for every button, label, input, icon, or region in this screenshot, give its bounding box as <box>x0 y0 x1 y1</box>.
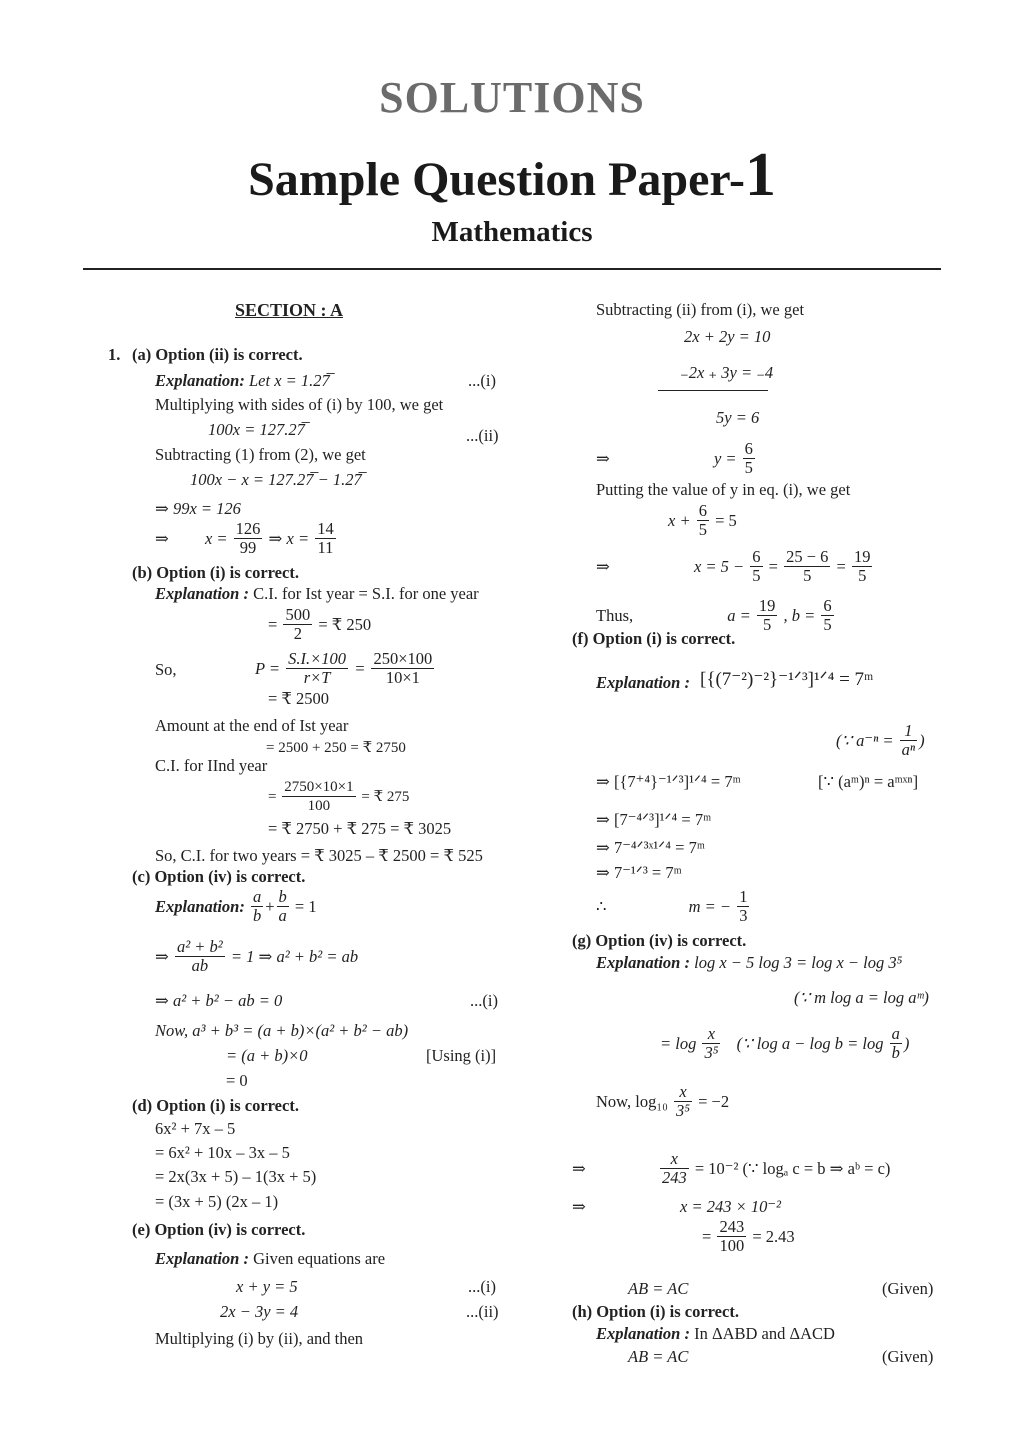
plus: + <box>265 896 275 916</box>
option-b-line9: = ₹ 2750 + ₹ 275 = ₹ 3025 <box>268 819 452 838</box>
denominator: 5 <box>698 520 707 539</box>
question-number: 1. <box>108 345 121 364</box>
option-e-line9 <box>596 440 757 477</box>
equals-log: = log <box>660 1033 697 1053</box>
implies-symbol: ⇒ <box>155 528 169 548</box>
option-g-line5 <box>572 1150 890 1187</box>
fraction <box>890 1025 902 1062</box>
denominator: 99 <box>239 538 257 557</box>
option-b-line7: C.I. for IInd year <box>155 756 268 775</box>
implies-symbol: ⇒ <box>596 448 610 468</box>
fraction <box>743 440 755 477</box>
numerator: 243 <box>719 1217 745 1236</box>
eq-ref: ...(i) <box>468 1277 496 1296</box>
fraction <box>315 520 336 557</box>
option-a-line5: 100x − x = 127.27̅ − 1.27̅ <box>190 470 362 489</box>
option-b-line10: So, C.I. for two years = ₹ 3025 – ₹ 2500 = ₹ 525 <box>155 846 483 865</box>
option-f-heading: (f) Option (i) is correct. <box>572 629 736 648</box>
option-h-heading: (h) Option (i) is correct. <box>572 1302 739 1321</box>
given-label: (Given) <box>882 1279 934 1298</box>
fraction <box>697 502 709 539</box>
numerator: x <box>674 1083 692 1102</box>
option-d-line1: 6x² + 7x – 5 <box>155 1119 236 1138</box>
denominator: 3⁵ <box>675 1101 690 1120</box>
option-b-line8 <box>268 778 409 815</box>
fraction <box>737 888 749 925</box>
numerator: 250×100 <box>373 649 433 668</box>
numerator: x <box>702 1025 720 1044</box>
numerator: 14 <box>317 519 334 538</box>
fraction <box>660 1150 689 1187</box>
equals: = <box>354 658 366 678</box>
a-equals: a = <box>727 605 751 625</box>
var-x: x = <box>204 528 228 548</box>
numerator: 126 <box>235 519 261 538</box>
numerator: 1 <box>900 722 917 741</box>
option-a-line1 <box>155 371 330 391</box>
result: = 10⁻² (∵ logₐ c = b ⇒ aᵇ = c) <box>694 1158 891 1178</box>
option-a-heading: (a) Option (ii) is correct. <box>132 345 303 364</box>
denominator: 5 <box>858 566 867 585</box>
subtraction-rule <box>658 390 768 391</box>
numerator: 6 <box>752 547 761 566</box>
fraction <box>371 650 434 687</box>
x-equals: x = 5 − <box>693 556 745 576</box>
fraction <box>251 888 263 925</box>
numerator: x <box>660 1150 689 1169</box>
implies-symbol: ⇒ <box>596 556 610 576</box>
close-paren: ) <box>903 1033 910 1053</box>
numerator: 500 <box>285 605 311 624</box>
fraction <box>277 888 289 925</box>
option-c-line5: = (a + b)×0 <box>226 1046 308 1065</box>
eq-ref: ...(i) <box>468 371 496 390</box>
option-d-heading: (d) Option (i) is correct. <box>132 1096 299 1115</box>
option-g-line6: x = 243 × 10⁻² <box>680 1197 781 1216</box>
option-e-line7: ₋2x ₊ 3y = ₋4 <box>680 363 774 382</box>
option-h-line2: AB = AC <box>628 1347 689 1366</box>
option-c-line2 <box>155 938 358 975</box>
option-g-line8: AB = AC <box>628 1279 689 1298</box>
option-c-line4: Now, a³ + b³ = (a + b)×(a² + b² − ab) <box>155 1021 409 1040</box>
option-e-text: Given equations are <box>253 1249 386 1268</box>
fraction <box>234 520 263 557</box>
option-g-line2: (∵ m log a = log aᵐ) <box>794 988 929 1007</box>
equation-2: 2x − 3y = 4 <box>220 1302 299 1321</box>
numerator: 25 − 6 <box>786 547 829 566</box>
equals: = <box>836 556 846 576</box>
subject-title: Mathematics <box>431 216 593 248</box>
option-g-line3 <box>660 1025 909 1062</box>
denominator: 5 <box>763 615 772 634</box>
close-paren: ) <box>919 730 925 750</box>
so-label: So, <box>155 660 177 679</box>
option-b-text: C.I. for Ist year = S.I. for one year <box>253 584 479 603</box>
section-a-heading: SECTION : A <box>235 300 344 320</box>
option-f-line6: ⇒ 7⁻¹ᐟ³ = 7ᵐ <box>596 863 682 882</box>
explanation-label: Explanation : <box>596 673 690 692</box>
result: = 5 <box>715 510 737 530</box>
fraction <box>282 778 355 815</box>
denominator: 5 <box>823 615 832 634</box>
option-f-line3: ⇒ [{7⁺⁴}⁻¹ᐟ³]¹ᐟ⁴ = 7ᵐ <box>596 772 741 791</box>
denominator: aⁿ <box>901 740 916 759</box>
numerator: b <box>278 887 287 906</box>
denominator: 11 <box>317 538 334 557</box>
p-equals: P = <box>255 658 281 678</box>
paper-number: 1 <box>744 141 776 209</box>
option-a-line3: 100x = 127.27̅ <box>208 420 305 439</box>
option-g-line4 <box>596 1083 729 1120</box>
option-c-line6: = 0 <box>226 1071 248 1090</box>
denominator: 3 <box>739 906 748 925</box>
equals: = <box>702 1226 712 1246</box>
fraction <box>852 548 873 585</box>
paper-title-text: Sample Question Paper- <box>248 153 745 206</box>
fraction <box>175 938 225 975</box>
fraction <box>757 597 778 634</box>
fraction <box>784 548 830 585</box>
result: = 2.43 <box>752 1226 795 1246</box>
option-h-line1 <box>596 1324 835 1344</box>
numerator: S.I.×100 <box>288 649 347 668</box>
option-f-line1: [{(7⁻²)⁻²}⁻¹ᐟ³]¹ᐟ⁴ = 7ᵐ <box>700 669 874 690</box>
option-e-line11 <box>668 502 737 539</box>
option-d-line3: = 2x(3x + 5) – 1(3x + 5) <box>155 1167 317 1186</box>
denominator: 5 <box>803 566 812 585</box>
option-d-line4: = (3x + 5) (2x – 1) <box>155 1192 279 1211</box>
option-b-heading: (b) Option (i) is correct. <box>132 563 299 582</box>
option-e-heading: (e) Option (iv) is correct. <box>132 1220 306 1239</box>
option-a-line6: ⇒ 99x = 126 <box>155 499 241 518</box>
fraction <box>702 1025 720 1062</box>
numerator: 2750×10×1 <box>284 779 354 795</box>
denominator: 5 <box>752 566 761 585</box>
eq-ref: ...(i) <box>470 991 498 1010</box>
fraction <box>286 650 348 687</box>
m-equals: m = − <box>688 896 732 916</box>
therefore-symbol: ∴ <box>596 896 607 916</box>
y-equals: y = <box>713 448 737 468</box>
denominator: b <box>252 906 262 925</box>
denominator: 5 <box>744 458 753 477</box>
option-f-line2 <box>836 722 925 759</box>
option-e-line8: 5y = 6 <box>716 408 760 427</box>
eq-ref: ...(ii) <box>466 1302 499 1321</box>
result: = −2 <box>698 1091 730 1111</box>
result: = 1 ⇒ a² + b² = ab <box>230 946 359 966</box>
numerator: 1 <box>739 887 748 906</box>
denominator: ab <box>191 956 209 975</box>
numerator: a <box>891 1024 900 1043</box>
option-d-line2: = 6x² + 10x – 3x – 5 <box>155 1143 290 1162</box>
implies-symbol: ⇒ <box>572 1158 586 1178</box>
result: = ₹ 275 <box>361 788 410 805</box>
because-text: (∵ log a − log b = log <box>736 1033 884 1053</box>
option-f-line5: ⇒ 7⁻⁴ᐟ³ˣ¹ᐟ⁴ = 7ᵐ <box>596 838 705 857</box>
numerator: 6 <box>744 439 753 458</box>
option-a-line2: Multiplying with sides of (i) by 100, we get <box>155 395 444 414</box>
numerator: 6 <box>823 596 832 615</box>
paper-title <box>0 140 1024 211</box>
option-a-let: Let x = 1.27̅ <box>248 371 330 390</box>
equation-1: x + y = 5 <box>236 1277 298 1296</box>
option-h-text: In ΔABD and ΔACD <box>694 1324 835 1343</box>
option-e-line10: Putting the value of y in eq. (i), we get <box>596 480 851 499</box>
option-g-line7 <box>702 1218 795 1255</box>
denominator: 3⁵ <box>704 1043 719 1062</box>
option-b-line2 <box>268 606 371 643</box>
option-g-heading: (g) Option (iv) is correct. <box>572 931 747 950</box>
solutions-heading: SOLUTIONS <box>379 73 645 122</box>
fraction <box>283 606 312 643</box>
denominator: 100 <box>719 1236 745 1255</box>
eq-ref: ...(ii) <box>466 426 499 445</box>
fraction <box>717 1218 746 1255</box>
fraction <box>674 1083 692 1120</box>
option-e-line5: Subtracting (ii) from (i), we get <box>596 300 805 319</box>
explanation-label: Explanation : <box>596 953 690 972</box>
denominator: 10×1 <box>385 668 420 687</box>
equals: = <box>768 556 778 576</box>
option-a-line7 <box>155 520 338 557</box>
fraction <box>900 722 917 759</box>
option-f-line7 <box>596 888 751 925</box>
option-e-line4: Multiplying (i) by (ii), and then <box>155 1329 364 1348</box>
numerator: a² + b² <box>176 937 223 956</box>
numerator: a <box>252 887 262 906</box>
option-b-line6: = 2500 + 250 = ₹ 2750 <box>266 740 406 756</box>
result: = 1 <box>294 896 317 916</box>
because-text: (∵ a⁻ⁿ = <box>836 730 894 750</box>
option-b-line5: Amount at the end of Ist year <box>155 716 349 735</box>
option-g-line1 <box>596 953 902 973</box>
denominator: 243 <box>661 1168 687 1187</box>
explanation-label: Explanation : <box>596 1324 690 1343</box>
numerator: 6 <box>698 501 707 520</box>
result: = ₹ 250 <box>318 614 372 634</box>
option-g-expr: log x − 5 log 3 = log x − log 3⁵ <box>694 953 903 972</box>
using-ref: [Using (i)] <box>426 1046 497 1065</box>
option-f-line4: ⇒ [7⁻⁴ᐟ³]¹ᐟ⁴ = 7ᵐ <box>596 810 712 829</box>
title-divider <box>83 268 941 270</box>
given-label: (Given) <box>882 1347 934 1366</box>
explanation-label: Explanation: <box>155 896 245 916</box>
denominator: 100 <box>307 798 331 814</box>
denominator: 2 <box>293 624 302 643</box>
option-e-line1 <box>155 1249 385 1269</box>
explanation-label: Explanation: <box>155 371 245 390</box>
b-equals: , b = <box>783 605 816 625</box>
implies-symbol: ⇒ <box>572 1197 586 1216</box>
option-e-line12 <box>596 548 874 585</box>
explanation-label: Explanation : <box>155 584 249 603</box>
fraction <box>750 548 762 585</box>
option-b-line1 <box>155 584 479 604</box>
option-c-line3: ⇒ a² + b² − ab = 0 <box>155 991 283 1010</box>
option-f-because: [∵ (aᵐ)ⁿ = aᵐˣⁿ] <box>818 772 919 791</box>
denominator: b <box>891 1043 900 1062</box>
implies-x: ⇒ x = <box>268 528 310 548</box>
option-b-line3 <box>255 650 436 687</box>
option-b-line4: = ₹ 2500 <box>268 689 330 708</box>
denominator: a <box>278 906 287 925</box>
option-c-line1 <box>155 888 317 925</box>
equals: = <box>268 788 277 805</box>
option-e-line6: 2x + 2y = 10 <box>684 327 771 346</box>
now-log: Now, log₁₀ <box>596 1091 668 1111</box>
denominator: r×T <box>303 668 331 687</box>
x-plus: x + <box>668 510 691 530</box>
option-c-heading: (c) Option (iv) is correct. <box>132 867 306 886</box>
option-a-line4: Subtracting (1) from (2), we get <box>155 445 366 464</box>
fraction <box>821 597 833 634</box>
equals: = <box>268 614 278 634</box>
numerator: 19 <box>758 596 776 615</box>
explanation-label: Explanation : <box>155 1249 249 1268</box>
numerator: 19 <box>853 547 871 566</box>
implies-symbol: ⇒ <box>155 946 169 966</box>
thus-label: Thus, <box>596 605 634 625</box>
